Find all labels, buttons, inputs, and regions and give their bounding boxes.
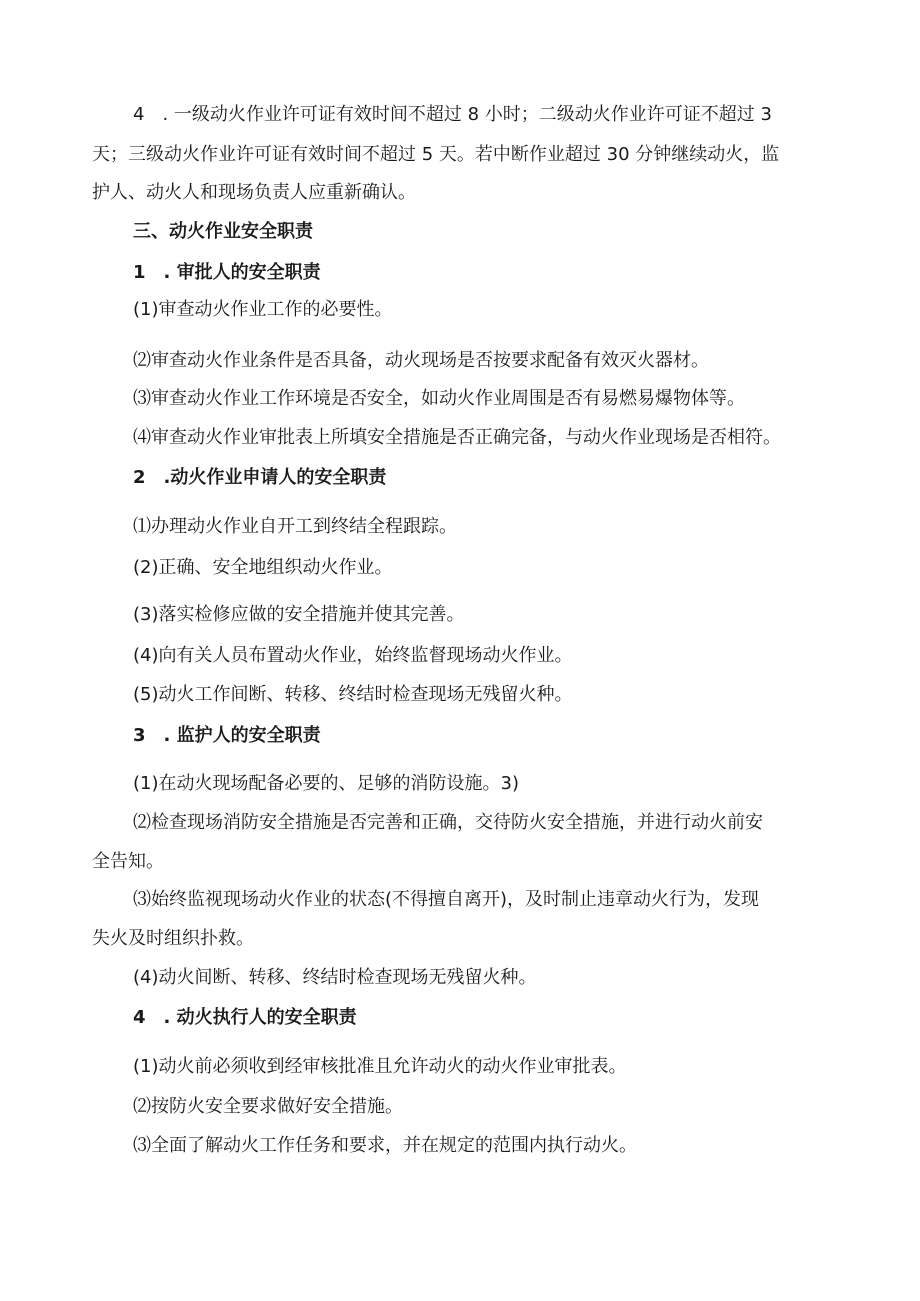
list-item: ⑵按防火安全要求做好安全措施。 xyxy=(133,1096,403,1117)
list-item-continuation: 失火及时组织扑救。 xyxy=(92,928,254,949)
list-item: ⑴办理动火作业自开工到终结全程跟踪。 xyxy=(133,516,457,537)
paragraph-line: 护人、动火人和现场负责人应重新确认。 xyxy=(92,182,416,203)
list-item: ⑶全面了解动火工作任务和要求，并在规定的范围内执行动火。 xyxy=(133,1135,637,1156)
list-item-continuation: 全告知。 xyxy=(92,851,164,872)
list-item: (3)落实检修应做的安全措施并使其完善。 xyxy=(133,604,465,625)
subsection-heading: 3 . 监护人的安全职责 xyxy=(133,725,321,746)
subsection-heading: 4 . 动火执行人的安全职责 xyxy=(133,1007,357,1028)
list-item: (1)在动火现场配备必要的、足够的消防设施。3) xyxy=(133,773,519,794)
list-item: ⑵检查现场消防安全措施是否完善和正确，交待防火安全措施，并进行动火前安 xyxy=(133,812,763,833)
list-item: (4)向有关人员布置动火作业，始终监督现场动火作业。 xyxy=(133,645,573,666)
list-item: ⑶始终监视现场动火作业的状态(不得擅自离开)，及时制止违章动火行为，发现 xyxy=(133,889,760,910)
paragraph-line: 4 . 一级动火作业许可证有效时间不超过 8 小时；二级动火作业许可证不超过 3 xyxy=(133,104,772,125)
list-item: ⑷审查动火作业审批表上所填安全措施是否正确完备，与动火作业现场是否相符。 xyxy=(133,427,781,448)
list-item: ⑶审查动火作业工作环境是否安全，如动火作业周围是否有易燃易爆物体等。 xyxy=(133,388,745,409)
subsection-heading: 1 . 审批人的安全职责 xyxy=(133,262,321,283)
list-item: (4)动火间断、转移、终结时检查现场无残留火种。 xyxy=(133,967,537,988)
list-item: ⑵审查动火作业条件是否具备，动火现场是否按要求配备有效灭火器材。 xyxy=(133,350,709,371)
paragraph-line: 天；三级动火作业许可证有效时间不超过 5 天。若中断作业超过 30 分钟继续动火，监 xyxy=(92,144,780,165)
list-item: (5)动火工作间断、转移、终结时检查现场无残留火种。 xyxy=(133,684,573,705)
list-item: (1)动火前必须收到经审核批准且允许动火的动火作业审批表。 xyxy=(133,1056,627,1077)
list-item: (2)正确、安全地组织动火作业。 xyxy=(133,557,393,578)
subsection-heading: 2 .动火作业申请人的安全职责 xyxy=(133,467,387,488)
section-title: 三、动火作业安全职责 xyxy=(133,221,313,242)
list-item: (1)审查动火作业工作的必要性。 xyxy=(133,299,393,320)
